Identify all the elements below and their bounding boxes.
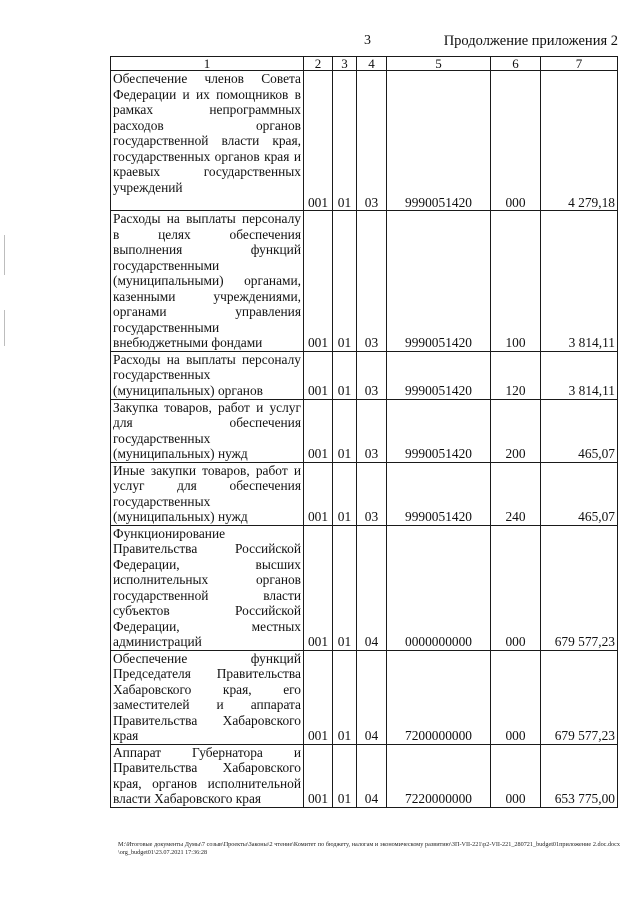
target-article-code: 9990051420	[387, 399, 491, 462]
column-header: 7	[541, 57, 618, 71]
table-row	[111, 744, 618, 807]
table-row	[111, 462, 618, 525]
scan-edge-mark	[4, 310, 5, 346]
column-header: 1	[111, 57, 304, 71]
target-article-code: 9990051420	[387, 462, 491, 525]
scan-edge-mark	[4, 235, 5, 275]
expense-type-code: 120	[491, 351, 541, 399]
amount: 3 814,11	[541, 351, 618, 399]
expense-type-code: 000	[491, 744, 541, 807]
column-header: 6	[491, 57, 541, 71]
section-code: 01	[333, 351, 357, 399]
ministry-code: 001	[304, 462, 333, 525]
expense-name: Расходы на выплаты персоналу в целях обеспечения выполнения функций государственными (муниципальными) органами, казенными учреждениями, органами управления государственными внебюджетными фондами	[111, 211, 304, 352]
expense-name: Обеспечение функций Председателя Правительства Хабаровского края, его заместителей и аппарата Правительства Хабаровского края	[111, 650, 304, 744]
subsection-code: 03	[357, 351, 387, 399]
expense-type-code: 100	[491, 211, 541, 352]
section-code: 01	[333, 399, 357, 462]
expense-name: Функционирование Правительства Российской Федерации, высших исполнительных органов государственной власти субъектов Российской Федерации, местных администраций	[111, 525, 304, 650]
subsection-code: 03	[357, 399, 387, 462]
expense-type-code: 240	[491, 462, 541, 525]
expense-name: Обеспечение членов Совета Федерации и их помощников в рамках непрограммных расходов органов государственной власти края, государственных органов края и краевых государственных учреждений	[111, 71, 304, 211]
table-row	[111, 399, 618, 462]
subsection-code: 03	[357, 462, 387, 525]
table-row	[111, 351, 618, 399]
target-article-code: 7200000000	[387, 650, 491, 744]
ministry-code: 001	[304, 650, 333, 744]
amount: 653 775,00	[541, 744, 618, 807]
table-row	[111, 650, 618, 744]
expense-type-code: 000	[491, 650, 541, 744]
ministry-code: 001	[304, 525, 333, 650]
column-header: 5	[387, 57, 491, 71]
amount: 3 814,11	[541, 211, 618, 352]
subsection-code: 04	[357, 650, 387, 744]
expense-name: Аппарат Губернатора и Правительства Хабаровского края, органов исполнительной власти Хабаровского края	[111, 744, 304, 807]
expense-name: Иные закупки товаров, работ и услуг для обеспечения государственных (муниципальных) нужд	[111, 462, 304, 525]
page-number: 3	[364, 33, 371, 48]
section-code: 01	[333, 525, 357, 650]
subsection-code: 04	[357, 525, 387, 650]
ministry-code: 001	[304, 744, 333, 807]
target-article-code: 0000000000	[387, 525, 491, 650]
subsection-code: 03	[357, 211, 387, 352]
amount: 679 577,23	[541, 650, 618, 744]
target-article-code: 9990051420	[387, 351, 491, 399]
expense-name: Расходы на выплаты персоналу государственных (муниципальных) органов	[111, 351, 304, 399]
subsection-code: 04	[357, 744, 387, 807]
expense-name: Закупка товаров, работ и услуг для обеспечения государственных (муниципальных) нужд	[111, 399, 304, 462]
section-code: 01	[333, 211, 357, 352]
column-number-row	[111, 57, 618, 71]
expense-type-code: 200	[491, 399, 541, 462]
target-article-code: 7220000000	[387, 744, 491, 807]
expense-type-code: 000	[491, 525, 541, 650]
table-row	[111, 71, 618, 211]
column-header: 2	[304, 57, 333, 71]
section-code: 01	[333, 744, 357, 807]
ministry-code: 001	[304, 351, 333, 399]
column-header: 4	[357, 57, 387, 71]
budget-table	[110, 56, 618, 808]
ministry-code: 001	[304, 71, 333, 211]
subsection-code: 03	[357, 71, 387, 211]
amount: 465,07	[541, 462, 618, 525]
section-code: 01	[333, 650, 357, 744]
continuation-caption: Продолжение приложения 2	[443, 33, 618, 49]
table-row	[111, 211, 618, 352]
target-article-code: 9990051420	[387, 71, 491, 211]
section-code: 01	[333, 71, 357, 211]
amount: 679 577,23	[541, 525, 618, 650]
section-code: 01	[333, 462, 357, 525]
file-path-footer: M:\Итоговые документы Думы\7 созыв\Проекты\Законы\2 чтение\Комитет по бюджету, налогам и экономическому развитию\ЗП-VII-221\р2-VII-221_280721_budget01приложение 2.doc.docx\org_budget01\23.07.2021 17:36:28	[118, 841, 620, 856]
target-article-code: 9990051420	[387, 211, 491, 352]
column-header: 3	[333, 57, 357, 71]
table-row	[111, 525, 618, 650]
amount: 465,07	[541, 399, 618, 462]
amount: 4 279,18	[541, 71, 618, 211]
ministry-code: 001	[304, 399, 333, 462]
ministry-code: 001	[304, 211, 333, 352]
expense-type-code: 000	[491, 71, 541, 211]
